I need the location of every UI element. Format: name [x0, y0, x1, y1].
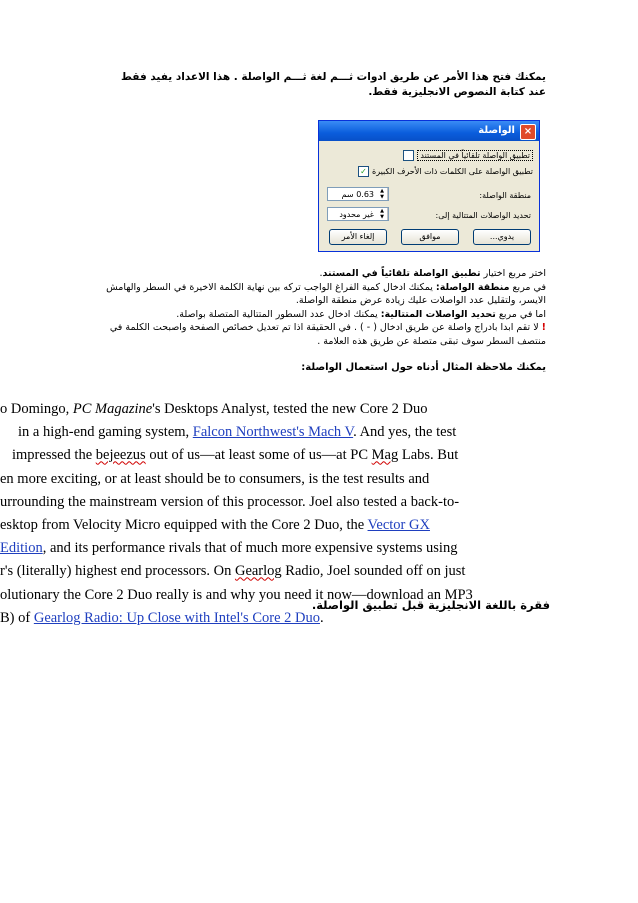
- zone-paragraph: في مربع منطقة الواصلة: يمكنك ادخال كمية الفراغ الواجب تركه بين نهاية الكلمة الاخيرة في السطر والهامش الايسر، ولتقليل عدد الواصلات عليك زيادة عرض منطقة الواصلة.: [106, 281, 546, 306]
- sample-line: o Domingo, PC Magazine's Desktops Analyst, tested the new Core 2 Duo: [0, 401, 428, 417]
- english-sample-paragraph: [0, 398, 560, 630]
- hyphenation-dialog: [318, 120, 540, 252]
- auto-hyphenate-label: تطبيق الواصلة تلقائياً في المستند: [417, 150, 533, 161]
- spinner-arrows-icon[interactable]: ▲ ▼: [377, 188, 388, 200]
- sample-line: en more exciting, or at least should be to consumers, is the test results and: [0, 470, 430, 487]
- vector-gx-link[interactable]: Vector GX: [367, 516, 430, 533]
- hyphenate-caps-checkbox[interactable]: ✓: [358, 166, 369, 177]
- auto-hyphenate-row[interactable]: [403, 149, 533, 161]
- edition-link[interactable]: Edition: [0, 540, 43, 557]
- spinner-arrows-icon[interactable]: ▲ ▼: [377, 208, 388, 220]
- sample-line: r's (literally) highest end processors. On Gearlog Radio, Joel sounded off on just: [0, 563, 466, 580]
- manual-button[interactable]: يدوي...: [473, 229, 531, 245]
- sample-line: B) of Gearlog Radio: Up Close with Intel's Core 2 Duo.: [0, 609, 324, 626]
- hyphenate-caps-row[interactable]: [358, 165, 533, 177]
- falcon-link[interactable]: Falcon Northwest's Mach V: [192, 424, 354, 441]
- figure-caption: فقرة باللغة الانجليزية قبل تطبيق الواصلة.: [311, 598, 550, 612]
- limit-paragraph: اما في مربع تحديد الواصلات المتتالية: يمكنك ادخال عدد السطور المتتالية المتصلة بواصلة.: [176, 308, 546, 320]
- cancel-button[interactable]: إلغاء الأمر: [329, 229, 387, 245]
- dialog-titlebar: [319, 121, 539, 141]
- auto-hyphenate-paragraph: اختر مربع اختيار تطبيق الواصلة تلقائياً في المستند.: [319, 268, 546, 279]
- sample-line: olutionary the Core 2 Duo really is and why you need it now—download an MP3: [0, 586, 473, 603]
- hyphenation-zone-value: 0.63 سم: [341, 189, 374, 199]
- sample-line: urrounding the mainstream version of this processor. Joel also tested a back-to-: [0, 493, 460, 510]
- consecutive-limit-value: غير محدود: [339, 209, 374, 219]
- dialog-title: الواصلة: [478, 125, 515, 136]
- close-icon[interactable]: ×: [520, 124, 536, 140]
- consecutive-limit-label: تحديد الواصلات المتتالية إلى:: [435, 211, 531, 220]
- explanation-text: [94, 267, 546, 348]
- sample-line: esktop from Velocity Micro equipped with the Core 2 Duo, the Vector GX: [0, 516, 430, 533]
- sample-line: in a high-end gaming system, Falcon Northwest's Mach V. And yes, the test: [18, 424, 457, 441]
- auto-hyphenate-checkbox[interactable]: [403, 150, 414, 161]
- hyphenation-zone-spinner[interactable]: [327, 187, 389, 201]
- hyphenation-zone-label: منطقة الواصلة:: [479, 191, 531, 200]
- ok-button[interactable]: موافق: [401, 229, 459, 245]
- sample-line: impressed the bejeezus out of us—at least some of us—at PC Mag Labs. But: [12, 447, 459, 464]
- intro-paragraph: يمكنك فتح هذا الأمر عن طريق ادوات ثـــم لغة ثـــم الواصلة . هذا الاعداد يفيد فقط عند كتابة النصوص الانجليزية فقط.: [121, 71, 546, 98]
- example-note: يمكنك ملاحظة المثال أدناه حول استعمال الواصلة:: [301, 362, 546, 373]
- warning-icon: !: [541, 322, 546, 333]
- warning-paragraph: ! لا تقم ابدا بادراج واصلة عن طريق ادخال ( - ) . في الحقيقة اذا تم تعديل خصائص الصفحة واصبحت الكلمة في منتصف السطر سوف تبقى متصلة عن طريق هذه العلامة .: [109, 322, 546, 347]
- gearlog-radio-link[interactable]: Gearlog Radio: Up Close with Intel's Core 2 Duo: [33, 609, 320, 626]
- sample-line: Edition, and its performance rivals that of much more expensive systems using: [0, 540, 458, 557]
- hyphenate-caps-label: تطبيق الواصلة على الكلمات ذات الأحرف الكبيرة: [372, 166, 533, 176]
- consecutive-limit-spinner[interactable]: [327, 207, 389, 221]
